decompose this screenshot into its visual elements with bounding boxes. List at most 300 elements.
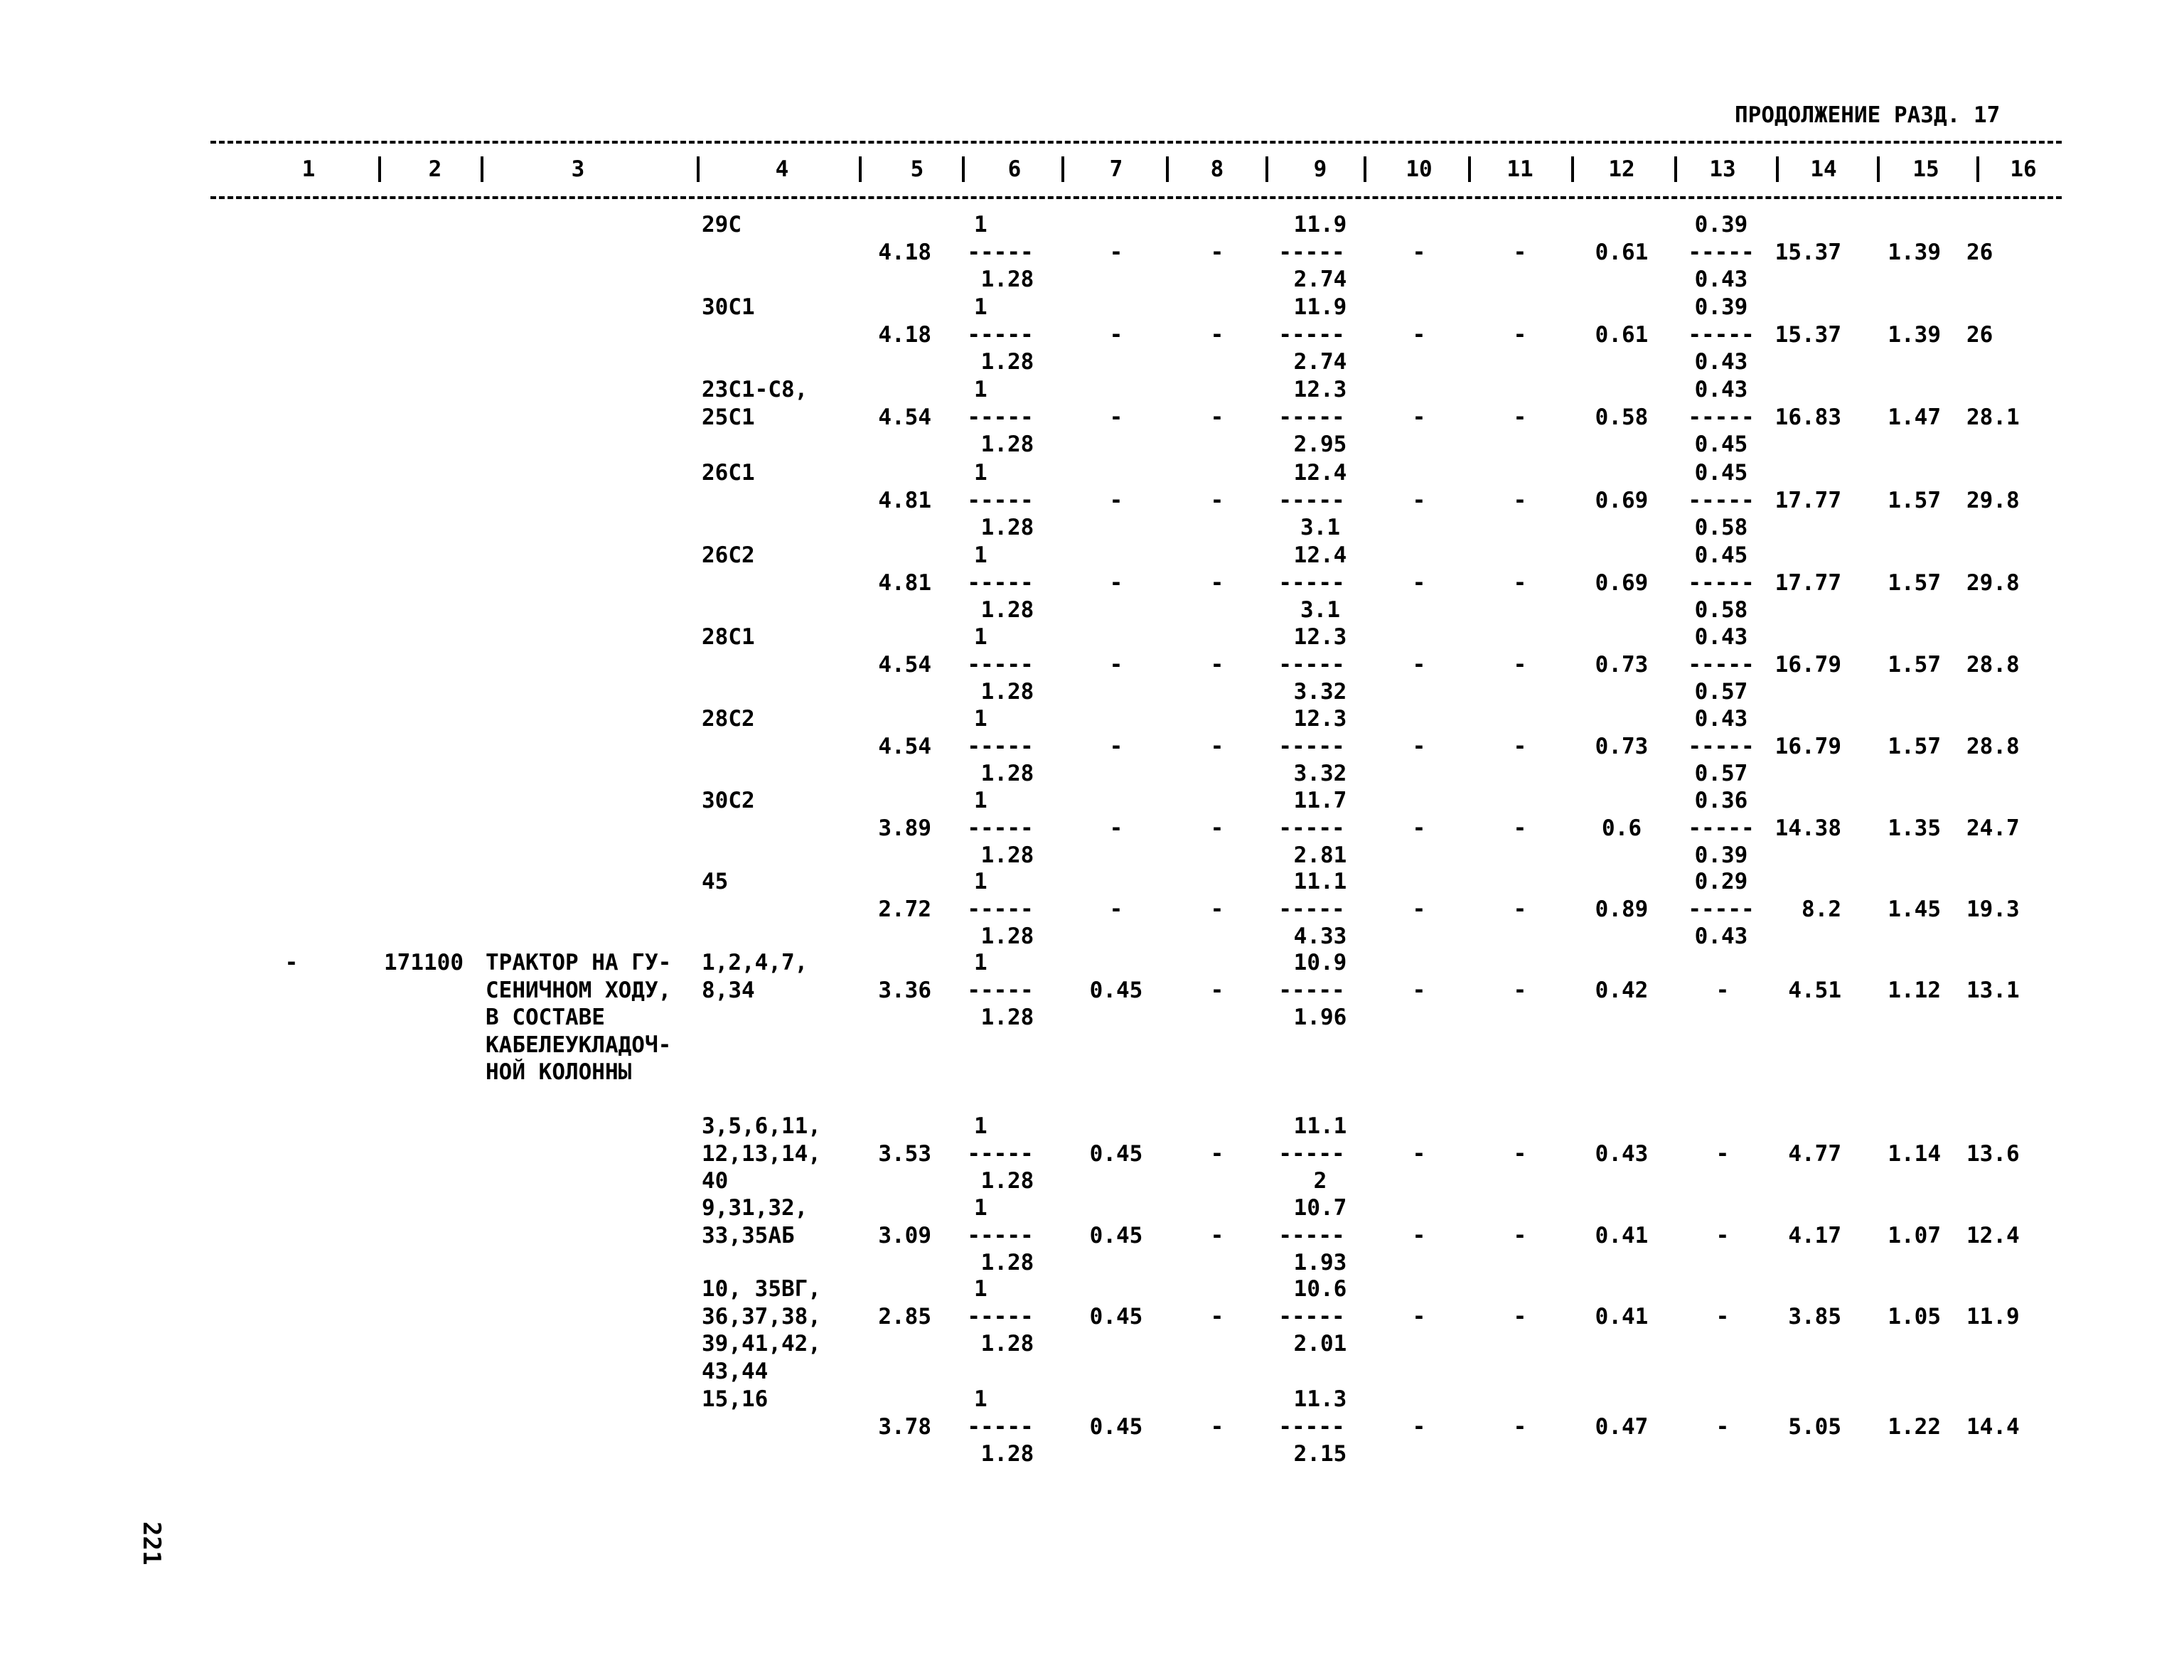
fraction-divider: -----	[1688, 321, 1755, 348]
column-header: 2	[428, 156, 442, 182]
column-separator	[1571, 156, 1574, 182]
fraction-numerator: 12.4	[1293, 460, 1347, 486]
fraction-numerator: 1	[974, 788, 987, 813]
cell-c10: -	[1412, 569, 1426, 596]
cell-c8: -	[1210, 404, 1224, 430]
fraction-denominator: 1.28	[980, 842, 1034, 868]
fraction-denominator: 0.43	[1694, 349, 1748, 375]
cell-c10: -	[1412, 1413, 1426, 1440]
cell-route-line: 23С1-С8,	[702, 377, 808, 402]
cell-c5: 3.78	[878, 1413, 931, 1440]
cell-route-line: 28С2	[702, 706, 755, 732]
cell-c8: -	[1210, 651, 1224, 678]
cell-c15: 1.39	[1888, 239, 1941, 265]
column-header: 12	[1608, 156, 1635, 182]
cell-c11: -	[1513, 896, 1527, 922]
fraction-numerator: 12.3	[1293, 624, 1347, 650]
cell-c7: 0.45	[1089, 1222, 1143, 1248]
cell-c7: -	[1109, 487, 1123, 513]
fraction-denominator: 0.43	[1694, 924, 1748, 949]
cell-c8: -	[1210, 569, 1224, 596]
column-header: 15	[1912, 156, 1939, 182]
fraction-numerator: 11.1	[1293, 1113, 1347, 1139]
cell-route-line: 40	[702, 1168, 729, 1194]
cell-c10: -	[1412, 896, 1426, 922]
fraction-numerator: 1	[974, 706, 987, 732]
header-top-rule	[210, 141, 2062, 144]
cell-c7: -	[1109, 733, 1123, 759]
fraction-numerator: 1	[974, 624, 987, 650]
cell-c14: 3.85	[1788, 1303, 1841, 1329]
fraction-denominator: 2.74	[1293, 267, 1347, 292]
cell-c11: -	[1513, 1413, 1527, 1440]
cell-c12: 0.43	[1595, 1140, 1649, 1167]
cell-c15: 1.45	[1888, 896, 1941, 922]
cell-c13: -	[1715, 1222, 1730, 1248]
column-header: 16	[2010, 156, 2037, 182]
cell-c14: 15.37	[1774, 321, 1841, 348]
cell-c13: -	[1715, 1303, 1730, 1329]
fraction-numerator: 0.39	[1694, 294, 1748, 320]
cell-c15: 1.35	[1888, 815, 1941, 841]
cell-c16: 29.8	[1966, 487, 2020, 513]
fraction-denominator: 2.01	[1293, 1331, 1347, 1357]
fraction-divider: -----	[1688, 239, 1755, 265]
fraction-denominator: 3.1	[1300, 515, 1340, 540]
cell-c5: 3.36	[878, 977, 931, 1003]
cell-c10: -	[1412, 1222, 1426, 1248]
cell-c5: 3.89	[878, 815, 931, 841]
cell-c12: 0.58	[1595, 404, 1649, 430]
fraction-numerator: 0.43	[1694, 706, 1748, 732]
fraction-denominator: 0.57	[1694, 761, 1748, 786]
cell-c14: 4.77	[1788, 1140, 1841, 1167]
cell-c14: 14.38	[1774, 815, 1841, 841]
cell-route-line: 3,5,6,11,	[702, 1113, 821, 1139]
fraction-numerator: 1	[974, 294, 987, 320]
column-separator	[1364, 156, 1366, 182]
cell-c16: 28.8	[1966, 651, 2020, 678]
cell-c14: 17.77	[1774, 487, 1841, 513]
fraction-divider: -----	[1278, 1140, 1345, 1167]
cell-c12: 0.69	[1595, 487, 1649, 513]
fraction-divider: -----	[1278, 651, 1345, 678]
cell-c14: 17.77	[1774, 569, 1841, 596]
fraction-divider: -----	[1688, 404, 1755, 430]
cell-route-line: 29С	[702, 212, 742, 237]
fraction-divider: -----	[967, 1140, 1034, 1167]
column-separator	[1976, 156, 1979, 182]
fraction-denominator: 3.1	[1300, 597, 1340, 623]
fraction-numerator: 10.9	[1293, 950, 1347, 975]
fraction-divider: -----	[1688, 651, 1755, 678]
cell-c1: -	[284, 950, 299, 975]
cell-code: 171100	[384, 950, 464, 975]
fraction-denominator: 4.33	[1293, 924, 1347, 949]
column-header: 9	[1313, 156, 1327, 182]
fraction-divider: -----	[967, 569, 1034, 596]
cell-c5: 4.54	[878, 733, 931, 759]
fraction-denominator: 1.28	[980, 924, 1034, 949]
fraction-numerator: 12.4	[1293, 542, 1347, 568]
fraction-denominator: 0.39	[1694, 842, 1748, 868]
fraction-divider: -----	[1278, 896, 1345, 922]
cell-c10: -	[1412, 651, 1426, 678]
cell-c15: 1.57	[1888, 487, 1941, 513]
fraction-divider: -----	[1278, 404, 1345, 430]
fraction-divider: -----	[1688, 733, 1755, 759]
cell-c5: 3.53	[878, 1140, 931, 1167]
cell-c7: -	[1109, 651, 1123, 678]
fraction-numerator: 1	[974, 1386, 987, 1412]
fraction-numerator: 12.3	[1293, 377, 1347, 402]
cell-c13: -	[1715, 1140, 1730, 1167]
column-separator	[1468, 156, 1471, 182]
cell-c16: 13.6	[1966, 1140, 2020, 1167]
fraction-denominator: 0.45	[1694, 432, 1748, 457]
fraction-divider: -----	[967, 1222, 1034, 1248]
section-continuation-header: ПРОДОЛЖЕНИЕ РАЗД. 17	[1735, 102, 2001, 128]
cell-c8: -	[1210, 1140, 1224, 1167]
cell-route-line: 26С1	[702, 460, 755, 486]
fraction-divider: -----	[967, 815, 1034, 841]
fraction-divider: -----	[1688, 896, 1755, 922]
column-separator	[1265, 156, 1268, 182]
cell-c14: 8.2	[1802, 896, 1841, 922]
cell-c15: 1.57	[1888, 651, 1941, 678]
cell-c5: 2.72	[878, 896, 931, 922]
cell-c11: -	[1513, 487, 1527, 513]
cell-c10: -	[1412, 487, 1426, 513]
fraction-denominator: 1.28	[980, 267, 1034, 292]
cell-c11: -	[1513, 404, 1527, 430]
fraction-divider: -----	[1278, 1413, 1345, 1440]
fraction-denominator: 1.28	[980, 1250, 1034, 1275]
column-separator	[697, 156, 700, 182]
fraction-denominator: 2.15	[1293, 1441, 1347, 1467]
fraction-numerator: 10.7	[1293, 1195, 1347, 1221]
fraction-numerator: 0.29	[1694, 869, 1748, 894]
fraction-denominator: 3.32	[1293, 679, 1347, 705]
fraction-numerator: 11.3	[1293, 1386, 1347, 1412]
cell-c10: -	[1412, 321, 1426, 348]
fraction-numerator: 0.36	[1694, 788, 1748, 813]
cell-c8: -	[1210, 321, 1224, 348]
cell-c8: -	[1210, 1413, 1224, 1440]
cell-c16: 19.3	[1966, 896, 2020, 922]
fraction-numerator: 0.43	[1694, 377, 1748, 402]
fraction-divider: -----	[967, 733, 1034, 759]
cell-c13: -	[1715, 977, 1730, 1003]
fraction-numerator: 1	[974, 377, 987, 402]
cell-c16: 13.1	[1966, 977, 2020, 1003]
cell-c15: 1.57	[1888, 733, 1941, 759]
column-separator	[859, 156, 862, 182]
cell-c16: 29.8	[1966, 569, 2020, 596]
cell-c10: -	[1412, 733, 1426, 759]
cell-route-line: 1,2,4,7,	[702, 950, 808, 975]
column-separator	[1061, 156, 1064, 182]
cell-c11: -	[1513, 1303, 1527, 1329]
cell-name-line: ТРАКТОР НА ГУ-	[486, 950, 672, 975]
fraction-numerator: 1	[974, 869, 987, 894]
fraction-denominator: 1.28	[980, 761, 1034, 786]
column-separator	[481, 156, 483, 182]
cell-c10: -	[1412, 815, 1426, 841]
fraction-denominator: 0.57	[1694, 679, 1748, 705]
fraction-divider: -----	[967, 487, 1034, 513]
fraction-divider: -----	[1278, 977, 1345, 1003]
cell-c12: 0.73	[1595, 733, 1649, 759]
fraction-denominator: 1.28	[980, 1441, 1034, 1467]
cell-route-line: 33,35АБ	[702, 1222, 795, 1248]
cell-c7: 0.45	[1089, 1140, 1143, 1167]
fraction-divider: -----	[1278, 239, 1345, 265]
cell-c12: 0.89	[1595, 896, 1649, 922]
fraction-numerator: 10.6	[1293, 1276, 1347, 1302]
fraction-denominator: 1.28	[980, 1331, 1034, 1357]
fraction-denominator: 1.93	[1293, 1250, 1347, 1275]
fraction-denominator: 1.28	[980, 597, 1034, 623]
cell-c11: -	[1513, 651, 1527, 678]
cell-c7: 0.45	[1089, 1413, 1143, 1440]
cell-route-line: 28С1	[702, 624, 755, 650]
cell-c14: 4.51	[1788, 977, 1841, 1003]
cell-route-line: 10, 35ВГ,	[702, 1276, 821, 1302]
fraction-divider: -----	[967, 651, 1034, 678]
fraction-divider: -----	[967, 1303, 1034, 1329]
cell-c16: 26	[1966, 239, 1993, 265]
cell-c8: -	[1210, 1222, 1224, 1248]
header-bottom-rule	[210, 196, 2062, 199]
cell-name-line: НОЙ КОЛОННЫ	[486, 1059, 632, 1085]
cell-c10: -	[1412, 404, 1426, 430]
cell-c11: -	[1513, 1140, 1527, 1167]
cell-c7: -	[1109, 321, 1123, 348]
cell-c5: 4.54	[878, 404, 931, 430]
cell-c13: -	[1715, 1413, 1730, 1440]
cell-c10: -	[1412, 1140, 1426, 1167]
column-separator	[962, 156, 965, 182]
column-header: 14	[1810, 156, 1837, 182]
cell-c8: -	[1210, 733, 1224, 759]
cell-c15: 1.14	[1888, 1140, 1941, 1167]
fraction-denominator: 3.32	[1293, 761, 1347, 786]
fraction-denominator: 0.43	[1694, 267, 1748, 292]
fraction-denominator: 2.95	[1293, 432, 1347, 457]
fraction-numerator: 0.39	[1694, 212, 1748, 237]
fraction-denominator: 1.28	[980, 1168, 1034, 1194]
cell-c15: 1.22	[1888, 1413, 1941, 1440]
cell-c5: 3.09	[878, 1222, 931, 1248]
cell-c15: 1.12	[1888, 977, 1941, 1003]
cell-route-line: 9,31,32,	[702, 1195, 808, 1221]
cell-c10: -	[1412, 1303, 1426, 1329]
cell-c16: 11.9	[1966, 1303, 2020, 1329]
fraction-divider: -----	[1278, 815, 1345, 841]
cell-route-line: 39,41,42,	[702, 1331, 821, 1357]
cell-c5: 4.81	[878, 487, 931, 513]
fraction-divider: -----	[1278, 1222, 1345, 1248]
cell-c12: 0.41	[1595, 1303, 1649, 1329]
fraction-divider: -----	[967, 896, 1034, 922]
cell-c16: 28.8	[1966, 733, 2020, 759]
column-header: 11	[1506, 156, 1533, 182]
cell-c16: 14.4	[1966, 1413, 2020, 1440]
cell-c12: 0.42	[1595, 977, 1649, 1003]
fraction-numerator: 1	[974, 542, 987, 568]
cell-c7: -	[1109, 569, 1123, 596]
cell-c7: -	[1109, 404, 1123, 430]
cell-route-line: 25С1	[702, 404, 755, 430]
column-separator	[378, 156, 381, 182]
fraction-divider: -----	[967, 1413, 1034, 1440]
cell-c11: -	[1513, 1222, 1527, 1248]
cell-c11: -	[1513, 815, 1527, 841]
fraction-divider: -----	[1278, 569, 1345, 596]
cell-route-line: 15,16	[702, 1386, 769, 1412]
cell-c16: 28.1	[1966, 404, 2020, 430]
cell-c12: 0.47	[1595, 1413, 1649, 1440]
cell-c14: 16.83	[1774, 404, 1841, 430]
cell-c16: 24.7	[1966, 815, 2020, 841]
column-separator	[1776, 156, 1779, 182]
cell-c14: 4.17	[1788, 1222, 1841, 1248]
cell-c11: -	[1513, 321, 1527, 348]
fraction-denominator: 2	[1313, 1168, 1327, 1194]
column-header: 6	[1007, 156, 1022, 182]
cell-c11: -	[1513, 239, 1527, 265]
fraction-denominator: 0.58	[1694, 597, 1748, 623]
fraction-numerator: 0.45	[1694, 460, 1748, 486]
column-header: 1	[301, 156, 316, 182]
cell-c11: -	[1513, 733, 1527, 759]
column-header: 7	[1109, 156, 1123, 182]
column-header: 10	[1406, 156, 1433, 182]
cell-c8: -	[1210, 896, 1224, 922]
fraction-numerator: 1	[974, 1113, 987, 1139]
cell-c7: 0.45	[1089, 1303, 1143, 1329]
page-number: 221	[137, 1521, 166, 1566]
fraction-denominator: 1.28	[980, 679, 1034, 705]
fraction-denominator: 1.28	[980, 349, 1034, 375]
fraction-numerator: 0.45	[1694, 542, 1748, 568]
fraction-divider: -----	[1278, 487, 1345, 513]
cell-c5: 4.54	[878, 651, 931, 678]
fraction-numerator: 11.9	[1293, 212, 1347, 237]
cell-c7: -	[1109, 239, 1123, 265]
cell-c14: 16.79	[1774, 651, 1841, 678]
cell-c8: -	[1210, 1303, 1224, 1329]
fraction-denominator: 1.28	[980, 515, 1034, 540]
cell-c14: 15.37	[1774, 239, 1841, 265]
fraction-divider: -----	[967, 404, 1034, 430]
cell-route-line: 43,44	[702, 1358, 769, 1384]
cell-route-line: 12,13,14,	[702, 1140, 821, 1167]
cell-route-line: 36,37,38,	[702, 1303, 821, 1329]
cell-c12: 0.73	[1595, 651, 1649, 678]
cell-c12: 0.69	[1595, 569, 1649, 596]
cell-c5: 4.18	[878, 321, 931, 348]
fraction-denominator: 1.28	[980, 1005, 1034, 1030]
cell-route-line: 30С1	[702, 294, 755, 320]
cell-c7: -	[1109, 896, 1123, 922]
fraction-divider: -----	[967, 239, 1034, 265]
fraction-divider: -----	[967, 321, 1034, 348]
fraction-divider: -----	[967, 977, 1034, 1003]
fraction-divider: -----	[1278, 1303, 1345, 1329]
fraction-denominator: 2.81	[1293, 842, 1347, 868]
fraction-divider: -----	[1688, 569, 1755, 596]
cell-c10: -	[1412, 977, 1426, 1003]
cell-c10: -	[1412, 239, 1426, 265]
column-separator	[1166, 156, 1169, 182]
column-separator	[1674, 156, 1677, 182]
cell-c15: 1.57	[1888, 569, 1941, 596]
cell-c11: -	[1513, 977, 1527, 1003]
fraction-numerator: 1	[974, 1276, 987, 1302]
cell-c5: 2.85	[878, 1303, 931, 1329]
cell-route-line: 26С2	[702, 542, 755, 568]
cell-name-line: СЕНИЧНОМ ХОДУ,	[486, 977, 672, 1003]
cell-c14: 16.79	[1774, 733, 1841, 759]
column-header: 5	[910, 156, 924, 182]
fraction-numerator: 12.3	[1293, 706, 1347, 732]
fraction-numerator: 11.7	[1293, 788, 1347, 813]
fraction-denominator: 0.58	[1694, 515, 1748, 540]
fraction-denominator: 2.74	[1293, 349, 1347, 375]
column-header: 13	[1709, 156, 1736, 182]
column-separator	[1877, 156, 1880, 182]
cell-c15: 1.07	[1888, 1222, 1941, 1248]
cell-c16: 26	[1966, 321, 1993, 348]
cell-c8: -	[1210, 239, 1224, 265]
fraction-numerator: 1	[974, 1195, 987, 1221]
cell-c5: 4.81	[878, 569, 931, 596]
cell-c12: 0.61	[1595, 321, 1649, 348]
fraction-numerator: 11.1	[1293, 869, 1347, 894]
cell-c8: -	[1210, 815, 1224, 841]
cell-route-line: 8,34	[702, 977, 755, 1003]
fraction-divider: -----	[1278, 733, 1345, 759]
fraction-denominator: 1.28	[980, 432, 1034, 457]
cell-c15: 1.05	[1888, 1303, 1941, 1329]
cell-c11: -	[1513, 569, 1527, 596]
cell-c8: -	[1210, 487, 1224, 513]
cell-c7: -	[1109, 815, 1123, 841]
fraction-divider: -----	[1688, 487, 1755, 513]
cell-c12: 0.6	[1602, 815, 1642, 841]
cell-name-line: В СОСТАВЕ	[486, 1005, 605, 1030]
fraction-divider: -----	[1688, 815, 1755, 841]
column-header: 4	[775, 156, 789, 182]
cell-c15: 1.47	[1888, 404, 1941, 430]
fraction-numerator: 1	[974, 950, 987, 975]
cell-c16: 12.4	[1966, 1222, 2020, 1248]
cell-c15: 1.39	[1888, 321, 1941, 348]
cell-c12: 0.41	[1595, 1222, 1649, 1248]
cell-route-line: 45	[702, 869, 729, 894]
fraction-numerator: 0.43	[1694, 624, 1748, 650]
fraction-numerator: 1	[974, 212, 987, 237]
fraction-divider: -----	[1278, 321, 1345, 348]
fraction-denominator: 1.96	[1293, 1005, 1347, 1030]
column-header: 3	[571, 156, 585, 182]
cell-c14: 5.05	[1788, 1413, 1841, 1440]
cell-c12: 0.61	[1595, 239, 1649, 265]
cell-c5: 4.18	[878, 239, 931, 265]
fraction-numerator: 1	[974, 460, 987, 486]
